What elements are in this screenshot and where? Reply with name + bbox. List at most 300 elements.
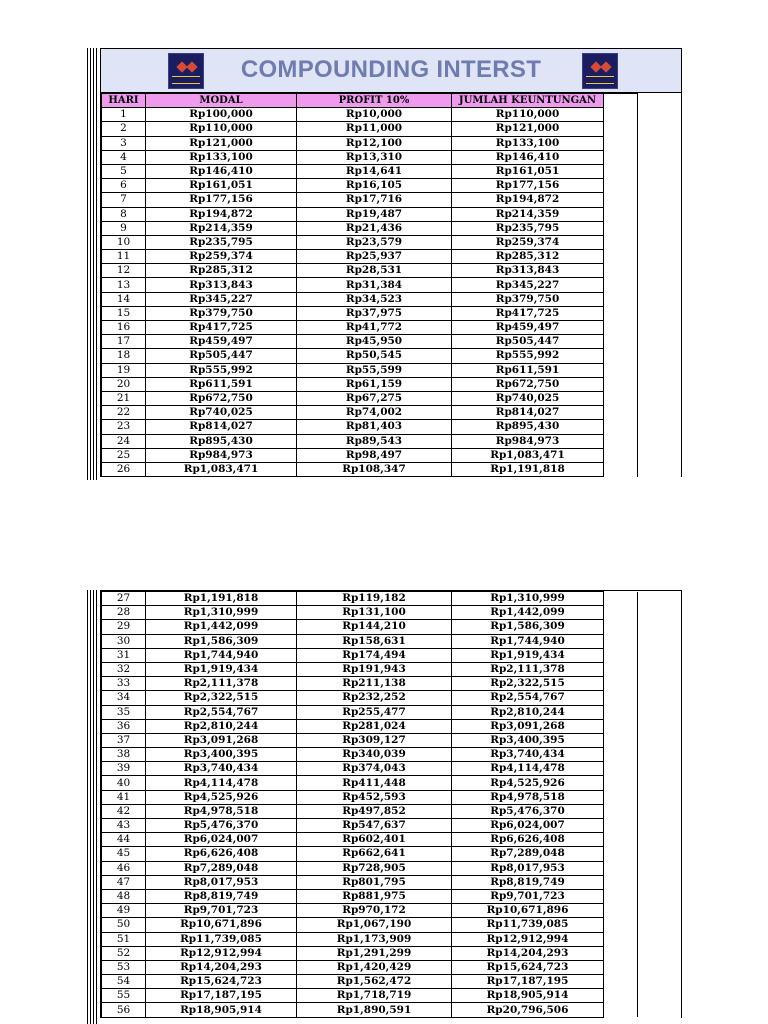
cell-profit: Rp255,477 — [297, 705, 452, 719]
table-row — [102, 349, 638, 363]
table-row — [102, 946, 638, 960]
cell-hari: 23 — [102, 420, 146, 434]
cell-hari: 4 — [102, 150, 146, 164]
table-row — [102, 620, 638, 634]
cell-profit: Rp340,039 — [297, 748, 452, 762]
table-row — [102, 136, 638, 150]
cell-profit: Rp23,579 — [297, 235, 452, 249]
cell-modal: Rp8,017,953 — [146, 875, 297, 889]
table-row — [102, 804, 638, 818]
blank-cell — [604, 819, 638, 833]
cell-hari: 9 — [102, 221, 146, 235]
table-row — [102, 648, 638, 662]
cell-hari: 50 — [102, 918, 146, 932]
blank-cell — [604, 606, 638, 620]
cell-modal: Rp417,725 — [146, 321, 297, 335]
blank-cell — [604, 321, 638, 335]
cell-profit: Rp11,000 — [297, 122, 452, 136]
cell-profit: Rp131,100 — [297, 606, 452, 620]
cell-jumlah: Rp345,227 — [452, 278, 604, 292]
cell-jumlah: Rp1,083,471 — [452, 448, 604, 462]
blank-cell — [604, 179, 638, 193]
cell-hari: 53 — [102, 960, 146, 974]
cell-hari: 56 — [102, 1003, 146, 1017]
blank-cell — [604, 108, 638, 122]
cell-jumlah: Rp5,476,370 — [452, 804, 604, 818]
blank-cell — [604, 691, 638, 705]
cell-modal: Rp146,410 — [146, 164, 297, 178]
blank-cell — [604, 904, 638, 918]
cell-profit: Rp37,975 — [297, 306, 452, 320]
cell-jumlah: Rp1,191,818 — [452, 462, 604, 476]
cell-modal: Rp345,227 — [146, 292, 297, 306]
cell-jumlah: Rp313,843 — [452, 264, 604, 278]
table-row — [102, 989, 638, 1003]
cell-hari: 43 — [102, 819, 146, 833]
blank-cell — [604, 719, 638, 733]
blank-cell — [604, 634, 638, 648]
cell-modal: Rp895,430 — [146, 434, 297, 448]
cell-modal: Rp14,204,293 — [146, 960, 297, 974]
cell-modal: Rp1,442,099 — [146, 620, 297, 634]
cell-hari: 13 — [102, 278, 146, 292]
blank-cell — [604, 207, 638, 221]
blank-cell — [604, 946, 638, 960]
cell-profit: Rp61,159 — [297, 377, 452, 391]
cell-jumlah: Rp8,017,953 — [452, 861, 604, 875]
cell-profit: Rp281,024 — [297, 719, 452, 733]
cell-profit: Rp21,436 — [297, 221, 452, 235]
cell-profit: Rp10,000 — [297, 108, 452, 122]
cell-jumlah: Rp3,091,268 — [452, 719, 604, 733]
table-row — [102, 122, 638, 136]
cell-profit: Rp45,950 — [297, 335, 452, 349]
table-row — [102, 150, 638, 164]
cell-jumlah: Rp814,027 — [452, 406, 604, 420]
cell-profit: Rp728,905 — [297, 861, 452, 875]
cell-modal: Rp1,310,999 — [146, 606, 297, 620]
cell-profit: Rp232,252 — [297, 691, 452, 705]
cell-hari: 47 — [102, 875, 146, 889]
cell-hari: 39 — [102, 762, 146, 776]
cell-hari: 20 — [102, 377, 146, 391]
cell-profit: Rp452,593 — [297, 790, 452, 804]
cell-hari: 15 — [102, 306, 146, 320]
cell-hari: 29 — [102, 620, 146, 634]
cell-hari: 6 — [102, 179, 146, 193]
cell-hari: 46 — [102, 861, 146, 875]
cell-modal: Rp459,497 — [146, 335, 297, 349]
cell-profit: Rp13,310 — [297, 150, 452, 164]
blank-cell — [604, 1003, 638, 1017]
cell-modal: Rp7,289,048 — [146, 861, 297, 875]
blank-cell — [604, 932, 638, 946]
cell-profit: Rp19,487 — [297, 207, 452, 221]
cell-jumlah: Rp14,204,293 — [452, 946, 604, 960]
cell-profit: Rp74,002 — [297, 406, 452, 420]
left-margin-rules — [87, 590, 101, 1024]
blank-cell — [604, 662, 638, 676]
table-row — [102, 776, 638, 790]
cell-profit: Rp662,641 — [297, 847, 452, 861]
cell-hari: 27 — [102, 592, 146, 606]
table-row — [102, 193, 638, 207]
cell-modal: Rp6,024,007 — [146, 833, 297, 847]
cell-hari: 35 — [102, 705, 146, 719]
cell-hari: 11 — [102, 250, 146, 264]
blank-cell — [604, 264, 638, 278]
cell-hari: 14 — [102, 292, 146, 306]
cell-hari: 38 — [102, 748, 146, 762]
cell-jumlah: Rp161,051 — [452, 164, 604, 178]
blank-cell — [604, 592, 638, 606]
table-row — [102, 391, 638, 405]
cell-jumlah: Rp10,671,896 — [452, 904, 604, 918]
cell-jumlah: Rp2,322,515 — [452, 677, 604, 691]
cell-profit: Rp34,523 — [297, 292, 452, 306]
cell-hari: 12 — [102, 264, 146, 278]
blank-cell — [604, 918, 638, 932]
cell-modal: Rp11,739,085 — [146, 932, 297, 946]
blank-cell — [604, 804, 638, 818]
cell-modal: Rp1,586,309 — [146, 634, 297, 648]
cell-hari: 18 — [102, 349, 146, 363]
cell-jumlah: Rp110,000 — [452, 108, 604, 122]
cell-modal: Rp3,400,395 — [146, 748, 297, 762]
cell-modal: Rp121,000 — [146, 136, 297, 150]
table-row — [102, 677, 638, 691]
table-row — [102, 278, 638, 292]
cell-modal: Rp3,091,268 — [146, 733, 297, 747]
table-row — [102, 719, 638, 733]
cell-profit: Rp98,497 — [297, 448, 452, 462]
cell-hari: 33 — [102, 677, 146, 691]
cell-modal: Rp8,819,749 — [146, 889, 297, 903]
cell-jumlah: Rp4,114,478 — [452, 762, 604, 776]
cell-profit: Rp55,599 — [297, 363, 452, 377]
cell-jumlah: Rp459,497 — [452, 321, 604, 335]
blank-cell — [604, 136, 638, 150]
cell-modal: Rp2,322,515 — [146, 691, 297, 705]
cell-modal: Rp814,027 — [146, 420, 297, 434]
cell-jumlah: Rp895,430 — [452, 420, 604, 434]
table-row — [102, 733, 638, 747]
table-row — [102, 918, 638, 932]
cell-jumlah: Rp8,819,749 — [452, 875, 604, 889]
cell-profit: Rp25,937 — [297, 250, 452, 264]
cell-hari: 54 — [102, 975, 146, 989]
cell-modal: Rp194,872 — [146, 207, 297, 221]
cell-profit: Rp1,420,429 — [297, 960, 452, 974]
cell-modal: Rp110,000 — [146, 122, 297, 136]
cell-profit: Rp158,631 — [297, 634, 452, 648]
blank-cell — [604, 861, 638, 875]
cell-profit: Rp881,975 — [297, 889, 452, 903]
cell-profit: Rp81,403 — [297, 420, 452, 434]
cell-profit: Rp16,105 — [297, 179, 452, 193]
blank-cell — [604, 733, 638, 747]
cell-jumlah: Rp7,289,048 — [452, 847, 604, 861]
cell-hari: 31 — [102, 648, 146, 662]
cell-jumlah: Rp285,312 — [452, 250, 604, 264]
cell-modal: Rp9,701,723 — [146, 904, 297, 918]
cell-jumlah: Rp984,973 — [452, 434, 604, 448]
cell-modal: Rp285,312 — [146, 264, 297, 278]
cell-hari: 40 — [102, 776, 146, 790]
cell-hari: 30 — [102, 634, 146, 648]
cell-hari: 26 — [102, 462, 146, 476]
cell-modal: Rp4,978,518 — [146, 804, 297, 818]
cell-hari: 51 — [102, 932, 146, 946]
cell-modal: Rp1,083,471 — [146, 462, 297, 476]
table-row — [102, 662, 638, 676]
header-jumlah: JUMLAH KEUNTUNGAN — [452, 94, 604, 108]
blank-cell — [604, 748, 638, 762]
cell-jumlah: Rp11,739,085 — [452, 918, 604, 932]
cell-hari: 16 — [102, 321, 146, 335]
blank-cell — [604, 335, 638, 349]
cell-profit: Rp411,448 — [297, 776, 452, 790]
cell-profit: Rp174,494 — [297, 648, 452, 662]
cell-modal: Rp10,671,896 — [146, 918, 297, 932]
cell-hari: 37 — [102, 733, 146, 747]
blank-cell — [604, 975, 638, 989]
logo-right — [582, 53, 618, 89]
cell-jumlah: Rp235,795 — [452, 221, 604, 235]
table-row — [102, 462, 638, 476]
blank-cell — [604, 960, 638, 974]
cell-modal: Rp1,919,434 — [146, 662, 297, 676]
cell-modal: Rp4,114,478 — [146, 776, 297, 790]
cell-hari: 24 — [102, 434, 146, 448]
cell-jumlah: Rp3,400,395 — [452, 733, 604, 747]
blank-cell — [604, 762, 638, 776]
cell-modal: Rp12,912,994 — [146, 946, 297, 960]
cell-hari: 42 — [102, 804, 146, 818]
blank-cell — [604, 292, 638, 306]
blank-cell — [604, 989, 638, 1003]
cell-modal: Rp505,447 — [146, 349, 297, 363]
cell-jumlah: Rp9,701,723 — [452, 889, 604, 903]
blank-cell — [604, 193, 638, 207]
cell-jumlah: Rp146,410 — [452, 150, 604, 164]
cell-hari: 52 — [102, 946, 146, 960]
cell-hari: 8 — [102, 207, 146, 221]
blank-cell — [604, 462, 638, 476]
cell-jumlah: Rp672,750 — [452, 377, 604, 391]
cell-modal: Rp555,992 — [146, 363, 297, 377]
cell-hari: 21 — [102, 391, 146, 405]
cell-jumlah: Rp15,624,723 — [452, 960, 604, 974]
blank-cell — [604, 391, 638, 405]
cell-hari: 32 — [102, 662, 146, 676]
cell-jumlah: Rp133,100 — [452, 136, 604, 150]
blank-cell — [604, 420, 638, 434]
cell-jumlah: Rp20,796,506 — [452, 1003, 604, 1017]
cell-hari: 5 — [102, 164, 146, 178]
blank-cell — [604, 620, 638, 634]
table-row — [102, 705, 638, 719]
cell-jumlah: Rp740,025 — [452, 391, 604, 405]
blank-cell — [604, 94, 638, 108]
cell-jumlah: Rp17,187,195 — [452, 975, 604, 989]
cell-jumlah: Rp6,626,408 — [452, 833, 604, 847]
cell-jumlah: Rp2,554,767 — [452, 691, 604, 705]
table-row — [102, 306, 638, 320]
cell-profit: Rp970,172 — [297, 904, 452, 918]
cell-profit: Rp31,384 — [297, 278, 452, 292]
cell-jumlah: Rp1,919,434 — [452, 648, 604, 662]
cell-profit: Rp602,401 — [297, 833, 452, 847]
cell-jumlah: Rp611,591 — [452, 363, 604, 377]
cell-hari: 3 — [102, 136, 146, 150]
cell-jumlah: Rp505,447 — [452, 335, 604, 349]
cell-hari: 48 — [102, 889, 146, 903]
blank-cell — [604, 235, 638, 249]
cell-hari: 28 — [102, 606, 146, 620]
table-row — [102, 235, 638, 249]
cell-profit: Rp1,067,190 — [297, 918, 452, 932]
table-row — [102, 606, 638, 620]
cell-modal: Rp4,525,926 — [146, 790, 297, 804]
cell-profit: Rp211,138 — [297, 677, 452, 691]
table-row — [102, 592, 638, 606]
blank-cell — [604, 648, 638, 662]
cell-hari: 17 — [102, 335, 146, 349]
blank-cell — [604, 677, 638, 691]
table-row — [102, 691, 638, 705]
cell-profit: Rp12,100 — [297, 136, 452, 150]
cell-jumlah: Rp555,992 — [452, 349, 604, 363]
cell-profit: Rp119,182 — [297, 592, 452, 606]
header-row — [102, 94, 638, 108]
cell-modal: Rp235,795 — [146, 235, 297, 249]
cell-modal: Rp611,591 — [146, 377, 297, 391]
table-row — [102, 875, 638, 889]
cell-hari: 22 — [102, 406, 146, 420]
cell-jumlah: Rp4,978,518 — [452, 790, 604, 804]
cell-jumlah: Rp18,905,914 — [452, 989, 604, 1003]
cell-profit: Rp89,543 — [297, 434, 452, 448]
cell-hari: 45 — [102, 847, 146, 861]
title-banner — [101, 48, 681, 93]
cell-profit: Rp144,210 — [297, 620, 452, 634]
cell-profit: Rp191,943 — [297, 662, 452, 676]
cell-hari: 19 — [102, 363, 146, 377]
cell-modal: Rp177,156 — [146, 193, 297, 207]
table-row — [102, 250, 638, 264]
cell-jumlah: Rp1,310,999 — [452, 592, 604, 606]
sheet-part-1 — [100, 48, 682, 477]
cell-jumlah: Rp12,912,994 — [452, 932, 604, 946]
blank-cell — [604, 889, 638, 903]
table-row — [102, 221, 638, 235]
table-row — [102, 207, 638, 221]
table-row — [102, 448, 638, 462]
blank-cell — [604, 349, 638, 363]
cell-jumlah: Rp1,586,309 — [452, 620, 604, 634]
table-row — [102, 634, 638, 648]
table-row — [102, 420, 638, 434]
cell-jumlah: Rp2,111,378 — [452, 662, 604, 676]
blank-cell — [604, 363, 638, 377]
cell-profit: Rp801,795 — [297, 875, 452, 889]
cell-jumlah: Rp214,359 — [452, 207, 604, 221]
table-row — [102, 363, 638, 377]
cell-profit: Rp1,718,719 — [297, 989, 452, 1003]
table-row — [102, 819, 638, 833]
cell-modal: Rp6,626,408 — [146, 847, 297, 861]
cell-modal: Rp740,025 — [146, 406, 297, 420]
blank-cell — [604, 164, 638, 178]
blank-cell — [604, 705, 638, 719]
table-row — [102, 108, 638, 122]
cell-jumlah: Rp3,740,434 — [452, 748, 604, 762]
cell-modal: Rp17,187,195 — [146, 989, 297, 1003]
cell-modal: Rp15,624,723 — [146, 975, 297, 989]
cell-profit: Rp497,852 — [297, 804, 452, 818]
cell-profit: Rp108,347 — [297, 462, 452, 476]
cell-modal: Rp1,191,818 — [146, 592, 297, 606]
cell-modal: Rp313,843 — [146, 278, 297, 292]
table-row — [102, 762, 638, 776]
cell-profit: Rp1,562,472 — [297, 975, 452, 989]
header-modal: MODAL — [146, 94, 297, 108]
cell-modal: Rp2,111,378 — [146, 677, 297, 691]
cell-jumlah: Rp121,000 — [452, 122, 604, 136]
blank-cell — [604, 875, 638, 889]
page-title: COMPOUNDING INTERST — [240, 56, 542, 83]
cell-profit: Rp1,173,909 — [297, 932, 452, 946]
table-row — [102, 264, 638, 278]
cell-hari: 44 — [102, 833, 146, 847]
header-profit: PROFIT 10% — [297, 94, 452, 108]
blank-cell — [604, 434, 638, 448]
cell-modal: Rp3,740,434 — [146, 762, 297, 776]
header-hari: HARI — [102, 94, 146, 108]
cell-profit: Rp41,772 — [297, 321, 452, 335]
cell-hari: 36 — [102, 719, 146, 733]
table-row — [102, 861, 638, 875]
cell-modal: Rp133,100 — [146, 150, 297, 164]
cell-modal: Rp18,905,914 — [146, 1003, 297, 1017]
cell-hari: 1 — [102, 108, 146, 122]
cell-profit: Rp547,637 — [297, 819, 452, 833]
table-row — [102, 904, 638, 918]
cell-modal: Rp161,051 — [146, 179, 297, 193]
left-margin-rules — [87, 48, 101, 480]
cell-hari: 10 — [102, 235, 146, 249]
cell-jumlah: Rp417,725 — [452, 306, 604, 320]
table-row — [102, 833, 638, 847]
compound-table-part-2 — [101, 591, 638, 1018]
blank-cell — [604, 776, 638, 790]
cell-profit: Rp28,531 — [297, 264, 452, 278]
cell-hari: 2 — [102, 122, 146, 136]
cell-jumlah: Rp177,156 — [452, 179, 604, 193]
cell-hari: 7 — [102, 193, 146, 207]
blank-cell — [604, 448, 638, 462]
blank-cell — [604, 377, 638, 391]
cell-modal: Rp1,744,940 — [146, 648, 297, 662]
sheet-part-2 — [100, 590, 682, 1018]
table-row — [102, 748, 638, 762]
cell-modal: Rp100,000 — [146, 108, 297, 122]
cell-profit: Rp309,127 — [297, 733, 452, 747]
table-row — [102, 292, 638, 306]
table-row — [102, 335, 638, 349]
cell-jumlah: Rp379,750 — [452, 292, 604, 306]
